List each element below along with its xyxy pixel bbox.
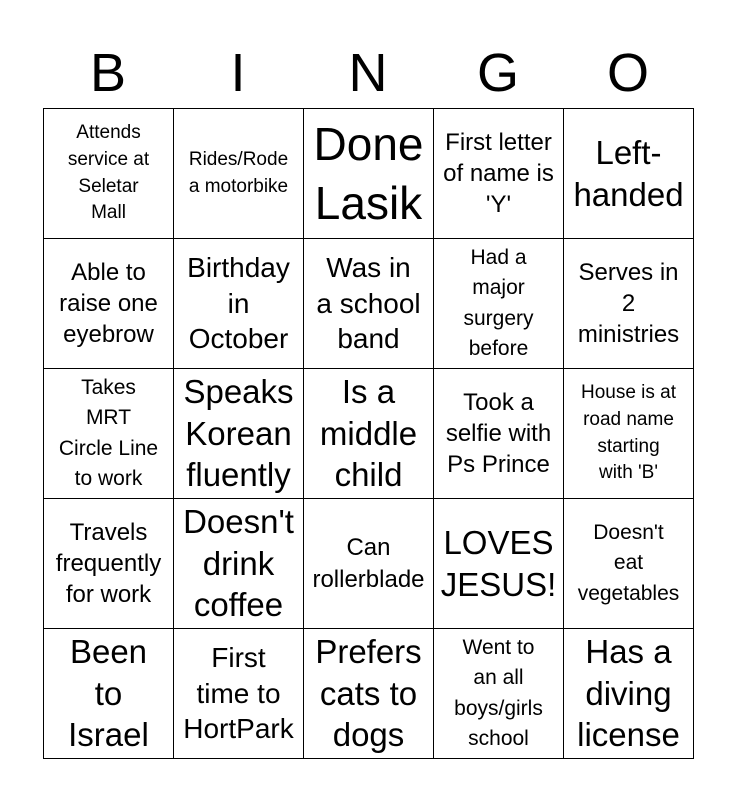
bingo-cell[interactable]: Doesn't drink coffee — [174, 499, 304, 629]
bingo-cell[interactable]: Birthday in October — [174, 239, 304, 369]
bingo-cell[interactable]: Had a major surgery before — [434, 239, 564, 369]
bingo-cell[interactable]: First time to HortPark — [174, 629, 304, 759]
bingo-cell[interactable]: Left- handed — [564, 109, 694, 239]
header-letter-n: N — [348, 43, 388, 103]
bingo-cell[interactable]: Been to Israel — [44, 629, 174, 759]
bingo-cell[interactable]: Is a middle child — [304, 369, 434, 499]
header-letter-i: I — [230, 43, 246, 103]
bingo-cell[interactable]: Able to raise one eyebrow — [44, 239, 174, 369]
bingo-cell[interactable]: Rides/Rode a motorbike — [174, 109, 304, 239]
bingo-cell[interactable]: LOVES JESUS! — [434, 499, 564, 629]
bingo-cell[interactable]: Serves in 2 ministries — [564, 239, 694, 369]
header-letter-o: O — [606, 43, 649, 103]
bingo-cell[interactable]: Speaks Korean fluently — [174, 369, 304, 499]
bingo-cell[interactable]: First letter of name is 'Y' — [434, 109, 564, 239]
bingo-cell[interactable]: Has a diving license — [564, 629, 694, 759]
bingo-cell[interactable]: House is at road name starting with 'B' — [564, 369, 694, 499]
bingo-cell[interactable]: Can rollerblade — [304, 499, 434, 629]
bingo-cell[interactable]: Went to an all boys/girls school — [434, 629, 564, 759]
bingo-cell[interactable]: Done Lasik — [304, 109, 434, 239]
bingo-cell[interactable]: Took a selfie with Ps Prince — [434, 369, 564, 499]
bingo-cell[interactable]: Prefers cats to dogs — [304, 629, 434, 759]
bingo-cell[interactable]: Travels frequently for work — [44, 499, 174, 629]
header-letter-g: G — [476, 43, 519, 103]
bingo-cell[interactable]: Attends service at Seletar Mall — [44, 109, 174, 239]
bingo-cell[interactable]: Was in a school band — [304, 239, 434, 369]
bingo-board — [43, 108, 694, 759]
bingo-header — [43, 40, 693, 106]
header-letter-b: B — [89, 43, 127, 103]
bingo-cell[interactable]: Doesn't eat vegetables — [564, 499, 694, 629]
bingo-cell[interactable]: Takes MRT Circle Line to work — [44, 369, 174, 499]
